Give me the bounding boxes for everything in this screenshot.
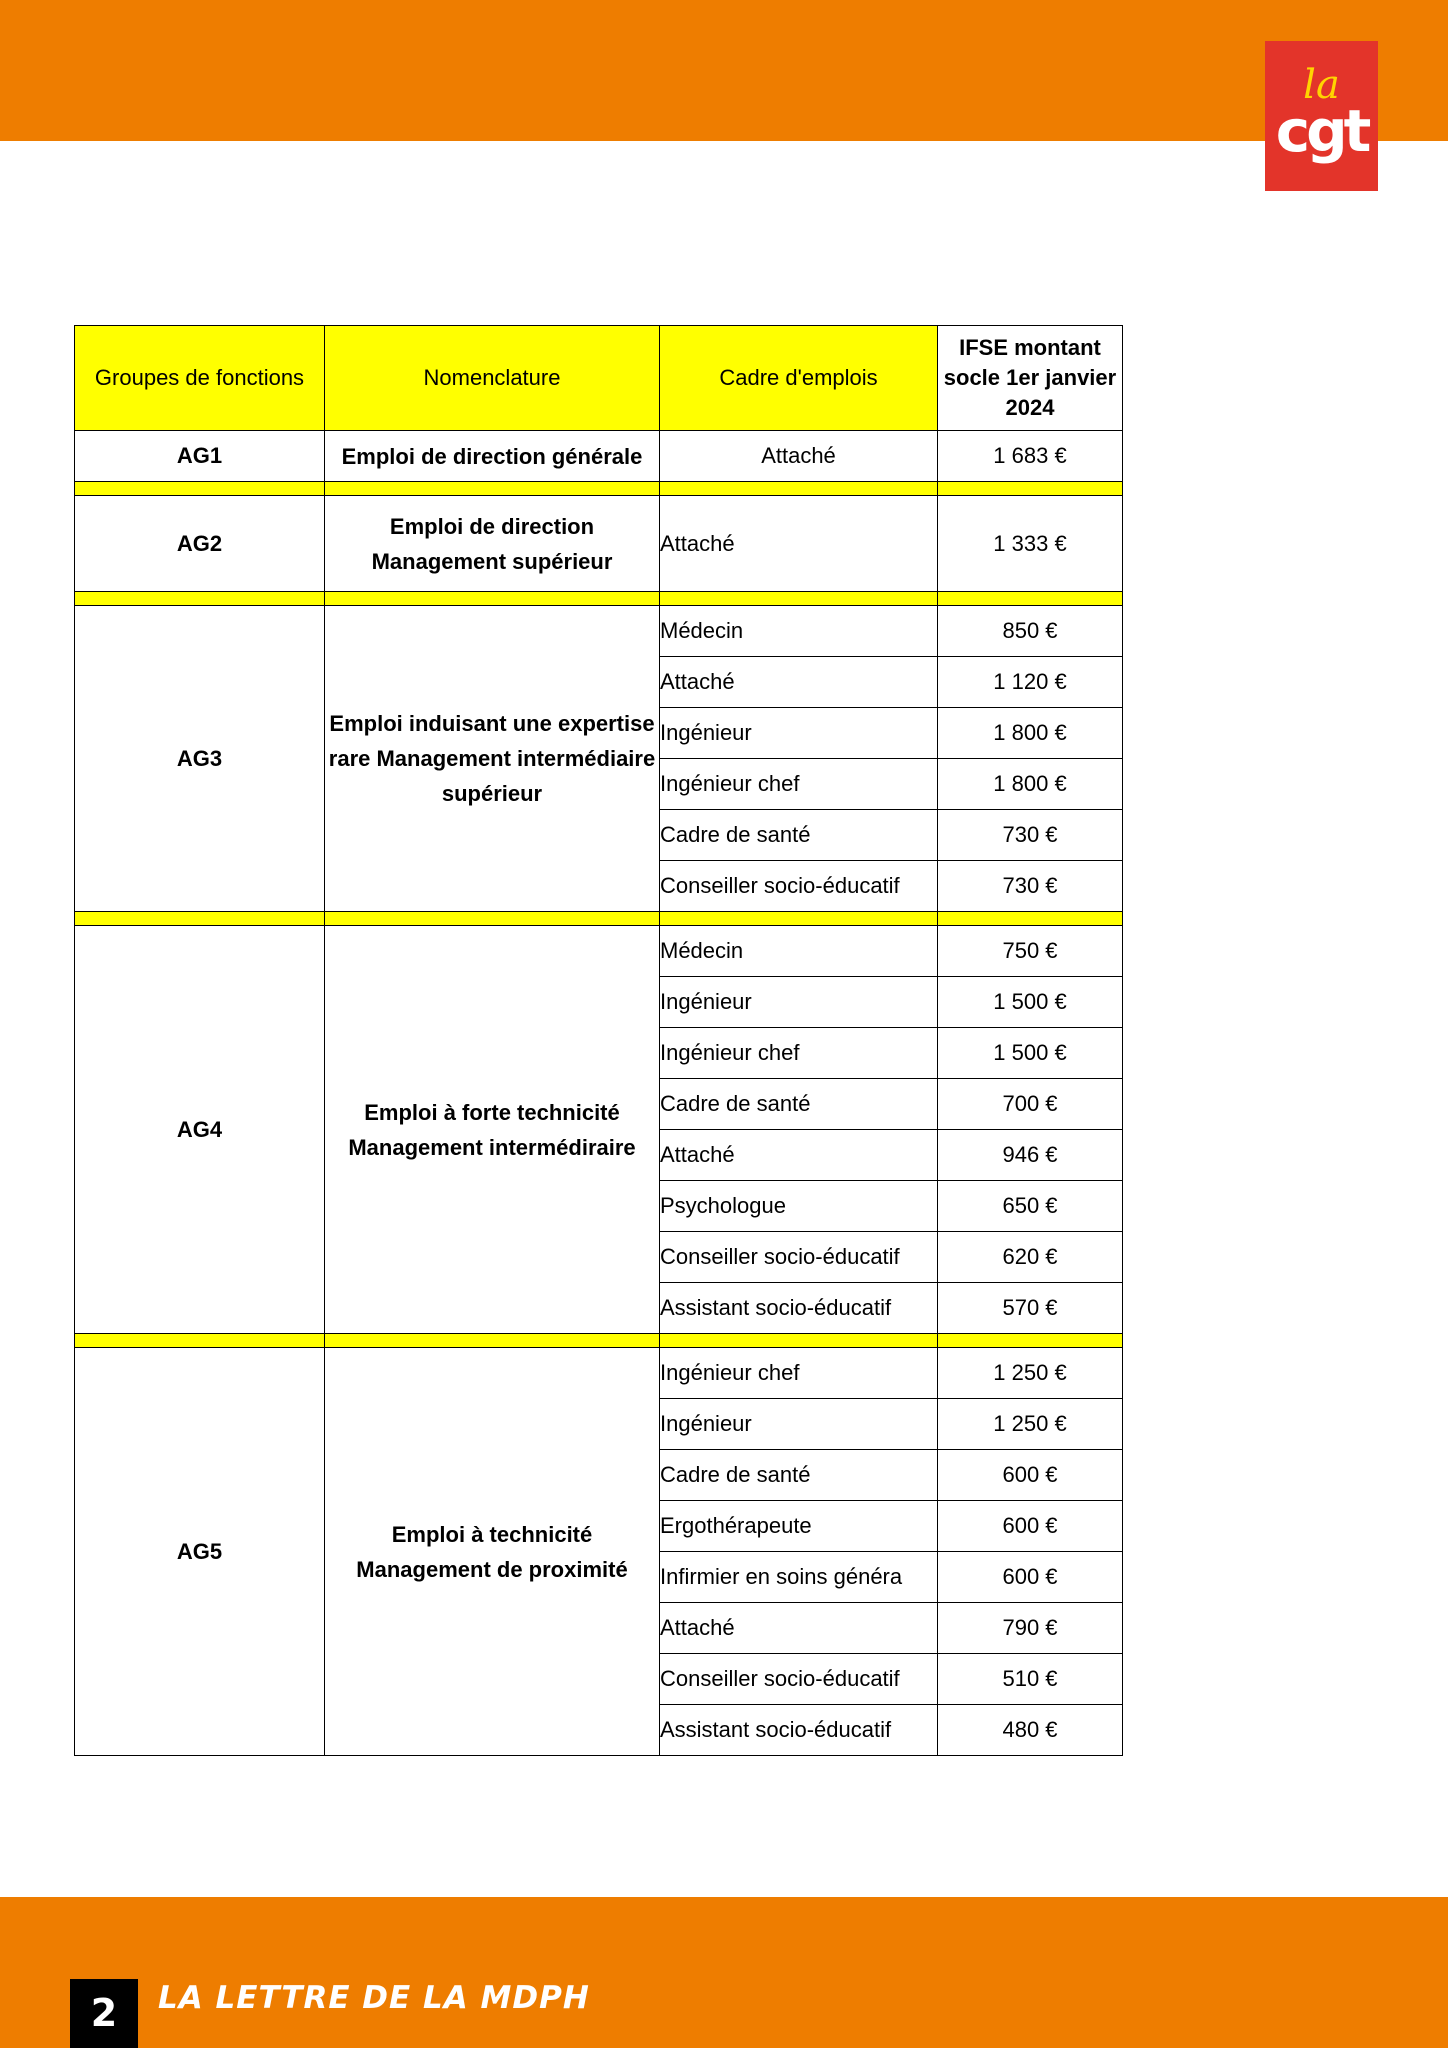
amount-cell: 1 800 € (938, 759, 1123, 810)
header-groupes: Groupes de fonctions (75, 326, 325, 431)
cadre-cell: Médecin (660, 926, 938, 977)
separator-cell (325, 482, 660, 496)
cadre-cell: Ingénieur (660, 977, 938, 1028)
ifse-table (74, 325, 1123, 1756)
cadre-cell: Ingénieur (660, 1399, 938, 1450)
amount-cell: 730 € (938, 861, 1123, 912)
separator-cell (75, 482, 325, 496)
header-nomenclature: Nomenclature (325, 326, 660, 431)
amount-cell: 620 € (938, 1232, 1123, 1283)
cadre-cell: Attaché (660, 1130, 938, 1181)
nomenclature-cell: Emploi à technicité Management de proximité (325, 1348, 660, 1756)
amount-cell: 1 250 € (938, 1399, 1123, 1450)
amount-cell: 480 € (938, 1705, 1123, 1756)
group-code-cell: AG5 (75, 1348, 325, 1756)
table-row (75, 606, 1123, 657)
amount-cell: 946 € (938, 1130, 1123, 1181)
separator-cell (938, 1334, 1123, 1348)
cadre-cell: Ingénieur chef (660, 1348, 938, 1399)
amount-cell: 510 € (938, 1654, 1123, 1705)
cadre-cell: Conseiller socio-éducatif (660, 861, 938, 912)
cadre-cell: Cadre de santé (660, 1450, 938, 1501)
header-ifse: IFSE montant socle 1er janvier 2024 (938, 326, 1123, 431)
separator-cell (75, 1334, 325, 1348)
amount-cell: 600 € (938, 1501, 1123, 1552)
group-code-cell: AG4 (75, 926, 325, 1334)
separator-cell (938, 592, 1123, 606)
separator-cell (938, 482, 1123, 496)
cadre-cell: Attaché (660, 496, 938, 592)
separator-cell (938, 912, 1123, 926)
amount-cell: 750 € (938, 926, 1123, 977)
cadre-cell: Conseiller socio-éducatif (660, 1654, 938, 1705)
amount-cell: 700 € (938, 1079, 1123, 1130)
amount-cell: 570 € (938, 1283, 1123, 1334)
cadre-cell: Attaché (660, 431, 938, 482)
separator-cell (660, 482, 938, 496)
amount-cell: 790 € (938, 1603, 1123, 1654)
cadre-cell: Ingénieur chef (660, 759, 938, 810)
table-row (75, 496, 1123, 592)
separator-cell (660, 1334, 938, 1348)
separator-cell (660, 912, 938, 926)
table-header-row (75, 326, 1123, 431)
table-row (75, 431, 1123, 482)
cadre-cell: Cadre de santé (660, 810, 938, 861)
separator-row (75, 482, 1123, 496)
cadre-cell: Infirmier en soins généra (660, 1552, 938, 1603)
cadre-cell: Assistant socio-éducatif (660, 1283, 938, 1334)
group-code-cell: AG1 (75, 431, 325, 482)
nomenclature-cell: Emploi de direction générale (325, 431, 660, 482)
header-cadre: Cadre d'emplois (660, 326, 938, 431)
group-code-cell: AG3 (75, 606, 325, 912)
cadre-cell: Ingénieur (660, 708, 938, 759)
cgt-logo (1265, 41, 1378, 191)
table-row (75, 1348, 1123, 1399)
amount-cell: 1 120 € (938, 657, 1123, 708)
nomenclature-cell: Emploi à forte technicité Management intermédiraire (325, 926, 660, 1334)
cadre-cell: Attaché (660, 1603, 938, 1654)
amount-cell: 730 € (938, 810, 1123, 861)
amount-cell: 1 333 € (938, 496, 1123, 592)
nomenclature-cell: Emploi induisant une expertise rare Management intermédiaire supérieur (325, 606, 660, 912)
logo-cgt-text: cgt (1275, 97, 1368, 165)
amount-cell: 600 € (938, 1450, 1123, 1501)
amount-cell: 650 € (938, 1181, 1123, 1232)
separator-cell (75, 592, 325, 606)
separator-cell (75, 912, 325, 926)
amount-cell: 850 € (938, 606, 1123, 657)
table-row (75, 926, 1123, 977)
cadre-cell: Assistant socio-éducatif (660, 1705, 938, 1756)
separator-cell (325, 912, 660, 926)
cadre-cell: Ingénieur chef (660, 1028, 938, 1079)
amount-cell: 1 683 € (938, 431, 1123, 482)
separator-cell (660, 592, 938, 606)
page-number: 2 (70, 1979, 138, 2048)
cadre-cell: Ergothérapeute (660, 1501, 938, 1552)
group-code-cell: AG2 (75, 496, 325, 592)
nomenclature-cell: Emploi de direction Management supérieur (325, 496, 660, 592)
amount-cell: 1 800 € (938, 708, 1123, 759)
separator-cell (325, 1334, 660, 1348)
cadre-cell: Attaché (660, 657, 938, 708)
table-body (75, 431, 1123, 1756)
newsletter-title: LA LETTRE DE LA MDPH (158, 1980, 590, 2016)
amount-cell: 1 500 € (938, 1028, 1123, 1079)
cadre-cell: Psychologue (660, 1181, 938, 1232)
separator-row (75, 912, 1123, 926)
logo-la-text: la (1303, 62, 1340, 108)
cadre-cell: Médecin (660, 606, 938, 657)
top-banner (0, 0, 1448, 141)
cadre-cell: Conseiller socio-éducatif (660, 1232, 938, 1283)
amount-cell: 600 € (938, 1552, 1123, 1603)
amount-cell: 1 500 € (938, 977, 1123, 1028)
bottom-banner (0, 1897, 1448, 2048)
separator-row (75, 1334, 1123, 1348)
separator-row (75, 592, 1123, 606)
separator-cell (325, 592, 660, 606)
amount-cell: 1 250 € (938, 1348, 1123, 1399)
cadre-cell: Cadre de santé (660, 1079, 938, 1130)
